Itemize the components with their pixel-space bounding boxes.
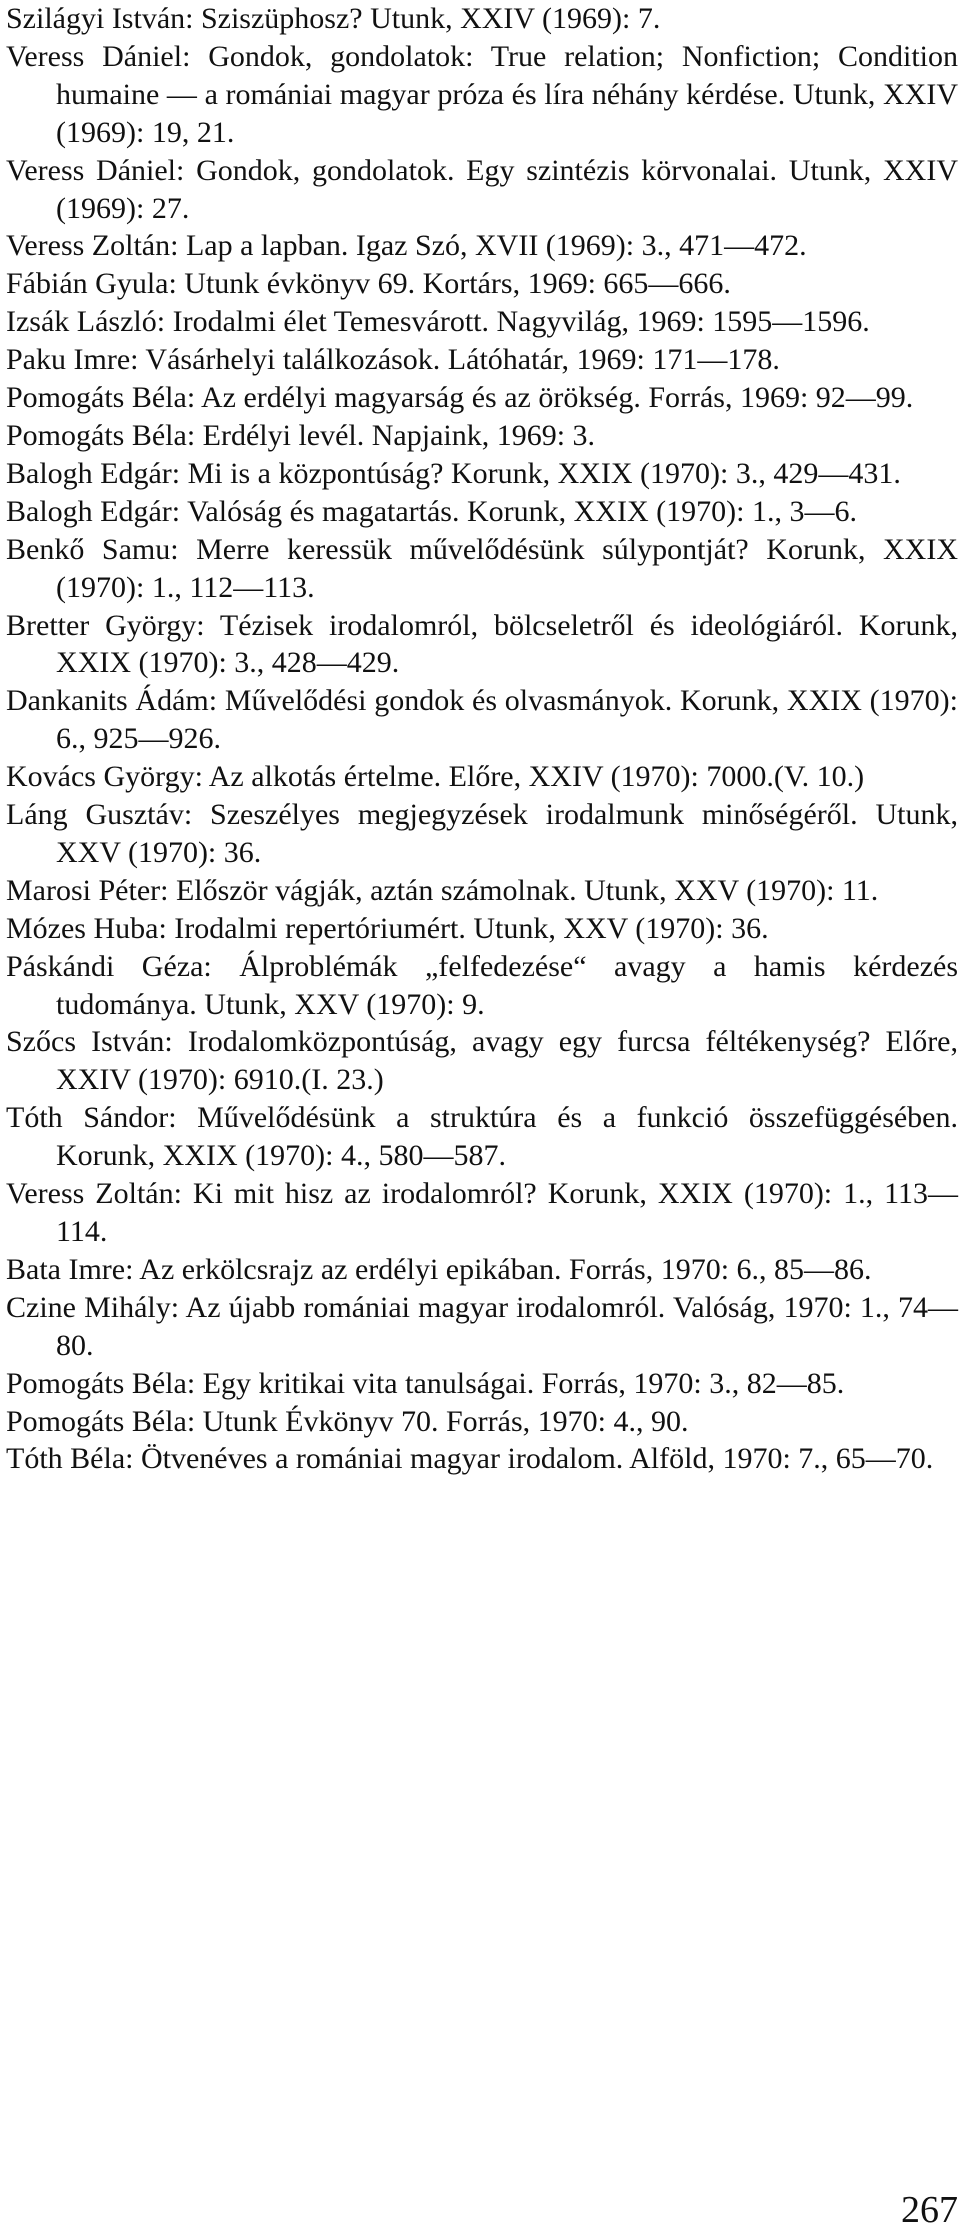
bibliography-entry: Bretter György: Tézisek irodalomról, bölcseletről és ideológiáról. Korunk, XXIX (1970): 3., 428—429. — [6, 608, 958, 680]
bibliography-entry: Veress Zoltán: Lap a lapban. Igaz Szó, XVII (1969): 3., 471—472. — [6, 229, 807, 263]
bibliography-entry: Pomogáts Béla: Egy kritikai vita tanulságai. Forrás, 1970: 3., 82—85. — [6, 1366, 845, 1400]
bibliography-entry: Balogh Edgár: Valóság és magatartás. Korunk, XXIX (1970): 1., 3—6. — [6, 494, 857, 528]
bibliography-entry: Veress Dániel: Gondok, gondolatok: True relation; Nonfiction; Condition humaine — a romániai magyar próza és líra néhány kérdése. Utunk, XXIV (1969): 19, 21. — [6, 39, 958, 149]
bibliography-entry: Tóth Sándor: Művelődésünk a struktúra és a funkció összefüggésében. Korunk, XXIX (1970): 4., 580—587. — [6, 1101, 958, 1173]
bibliography-entry: Fábián Gyula: Utunk évkönyv 69. Kortárs, 1969: 665—666. — [6, 267, 731, 301]
bibliography-list — [6, 0, 958, 1478]
page-number: 267 — [901, 2189, 958, 2231]
bibliography-entry: Izsák László: Irodalmi élet Temesvárott. Nagyvilág, 1969: 1595—1596. — [6, 305, 870, 339]
bibliography-entry: Marosi Péter: Először vágják, aztán számolnak. Utunk, XXV (1970): 11. — [6, 873, 879, 907]
bibliography-entry: Mózes Huba: Irodalmi repertóriumért. Utunk, XXV (1970): 36. — [6, 911, 769, 945]
bibliography-entry: Tóth Béla: Ötvenéves a romániai magyar irodalom. Alföld, 1970: 7., 65—70. — [6, 1442, 934, 1476]
bibliography-entry: Bata Imre: Az erkölcsrajz az erdélyi epikában. Forrás, 1970: 6., 85—86. — [6, 1252, 872, 1286]
bibliography-entry: Veress Dániel: Gondok, gondolatok. Egy szintézis körvonalai. Utunk, XXIV (1969): 27. — [6, 153, 958, 225]
bibliography-entry: Dankanits Ádám: Művelődési gondok és olvasmányok. Korunk, XXIX (1970): 6., 925—926. — [6, 684, 958, 756]
bibliography-entry: Kovács György: Az alkotás értelme. Előre, XXIV (1970): 7000.(V. 10.) — [6, 760, 865, 794]
bibliography-entry: Láng Gusztáv: Szeszélyes megjegyzések irodalmunk minőségéről. Utunk, XXV (1970): 36. — [6, 798, 958, 869]
bibliography-entry: Benkő Samu: Merre keressük művelődésünk súlypontját? Korunk, XXIX (1970): 1., 112—113. — [6, 532, 958, 604]
bibliography-entry: Pomogáts Béla: Az erdélyi magyarság és az örökség. Forrás, 1969: 92—99. — [6, 381, 914, 415]
bibliography-entry: Pomogáts Béla: Utunk Évkönyv 70. Forrás, 1970: 4., 90. — [6, 1404, 689, 1438]
bibliography-entry: Paku Imre: Vásárhelyi találkozások. Látóhatár, 1969: 171—178. — [6, 343, 780, 377]
bibliography-entry: Pomogáts Béla: Erdélyi levél. Napjaink, 1969: 3. — [6, 418, 596, 452]
bibliography-entry: Czine Mihály: Az újabb romániai magyar irodalomról. Valóság, 1970: 1., 74—80. — [6, 1290, 958, 1362]
bibliography-entry: Balogh Edgár: Mi is a központúság? Korunk, XXIX (1970): 3., 429—431. — [6, 456, 901, 490]
bibliography-entry: Szőcs István: Irodalomközpontúság, avagy egy furcsa féltékenység? Előre, XXIV (1970): 6910.(I. 23.) — [6, 1025, 958, 1097]
bibliography-entry: Páskándi Géza: Álproblémák „felfedezése“ avagy a hamis kérdezés tudománya. Utunk, XXV (1970): 9. — [6, 949, 958, 1021]
bibliography-entry: Szilágyi István: Sziszüphosz? Utunk, XXIV (1969): 7. — [6, 2, 661, 35]
bibliography-entry: Veress Zoltán: Ki mit hisz az irodalomról? Korunk, XXIX (1970): 1., 113—114. — [6, 1177, 958, 1248]
